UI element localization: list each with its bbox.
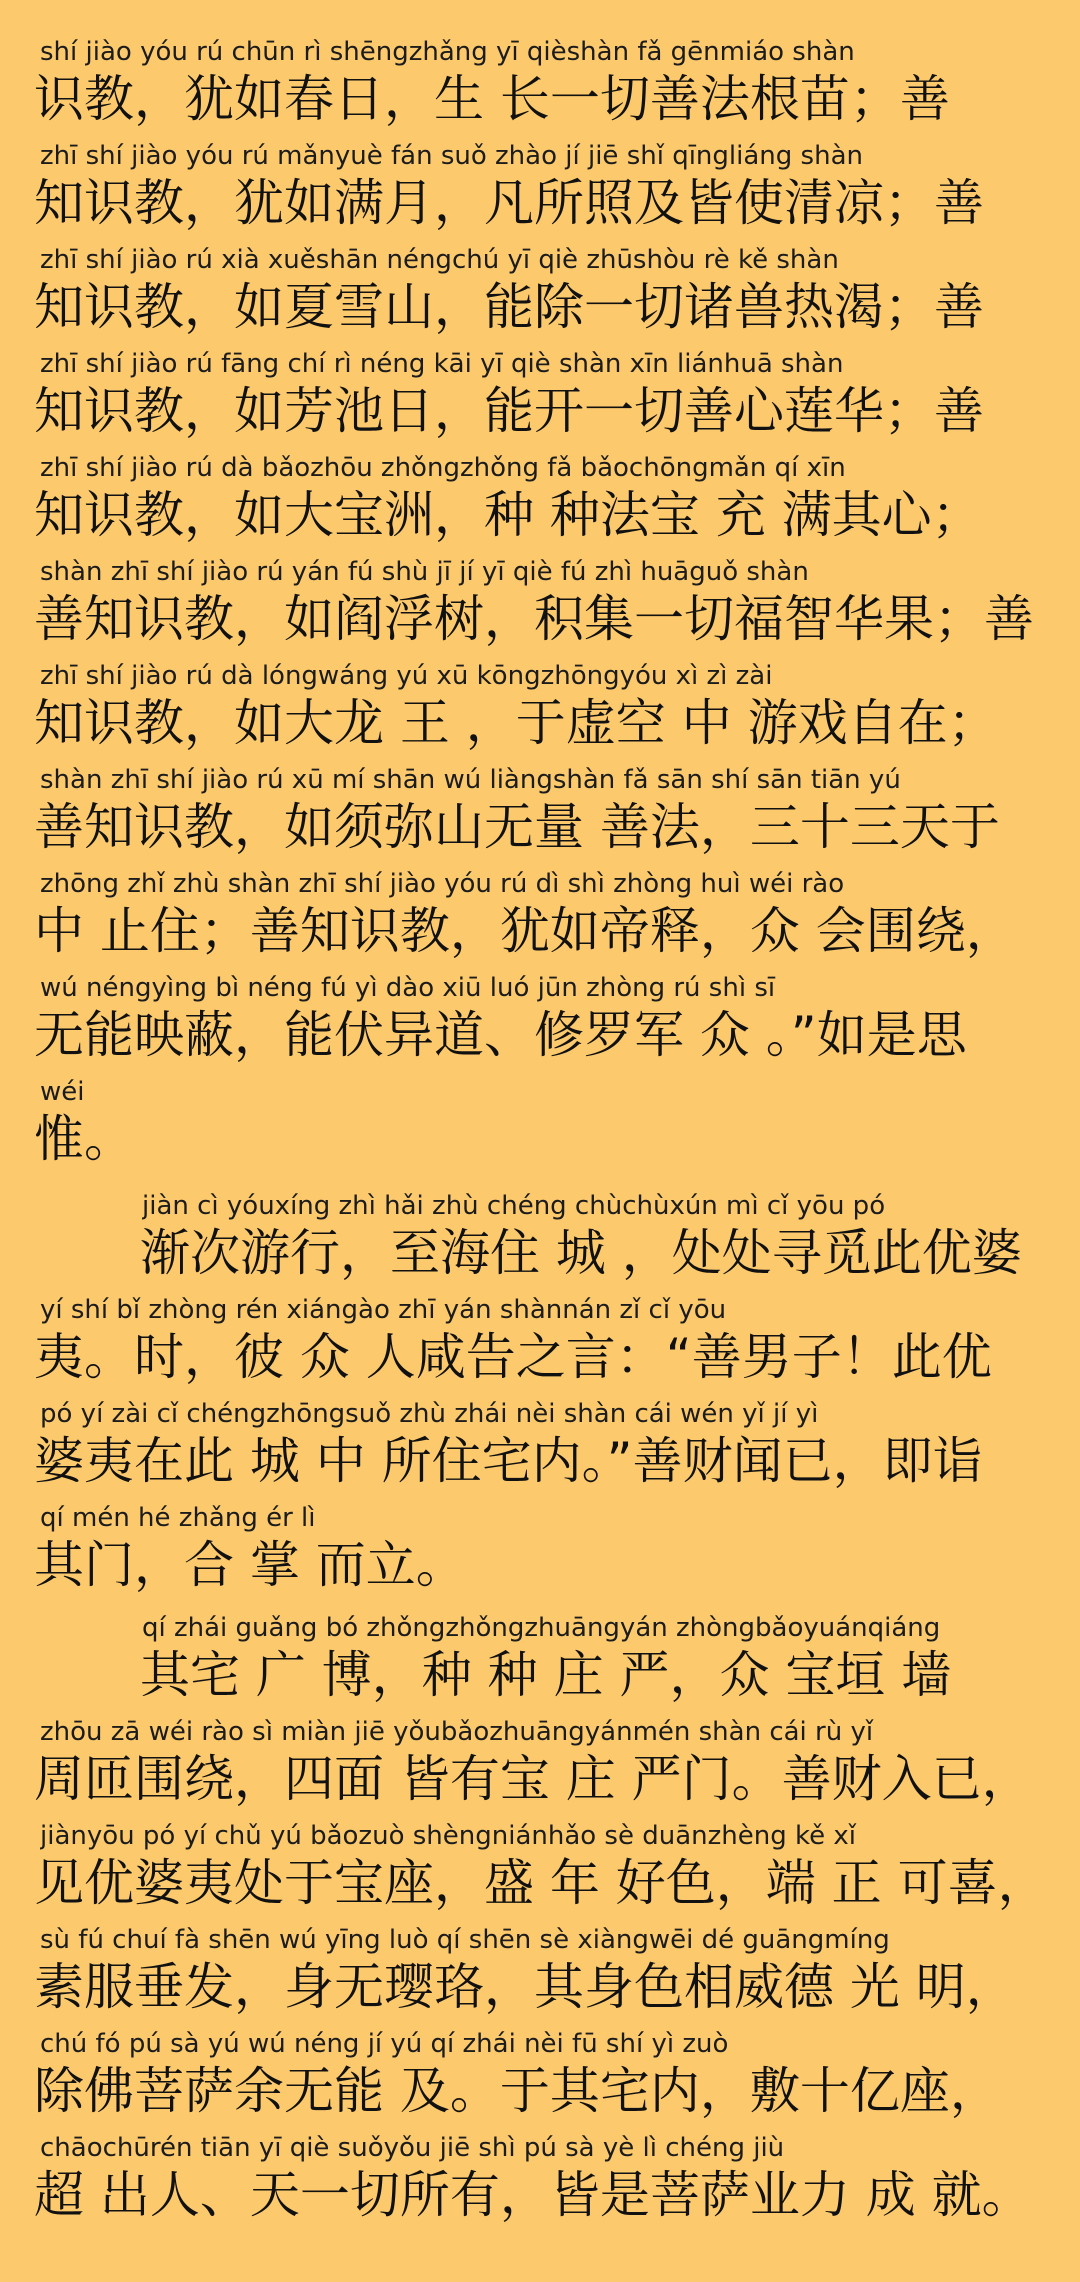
chinese-line: 周匝围绕，四面 皆有宝 庄 严门。善财入已，: [34, 1750, 1032, 1808]
text-line: [0, 450, 1080, 554]
chinese-line: 婆夷在此 城 中 所住宅内。”善财闻已，即诣: [34, 1432, 983, 1490]
chinese-line: 识教，犹如春日，生 长一切善法根苗；善: [34, 70, 950, 128]
chinese-line: 知识教，如夏雪山，能除一切诸兽热渴；善: [34, 278, 984, 336]
text-line: [0, 242, 1080, 346]
chinese-line: 知识教，如芳池日，能开一切善心莲华；善: [34, 382, 984, 440]
pinyin-line: zhī shí jiào rú dà bǎozhōu zhǒngzhǒng fǎ bǎochōngmǎn qí xīn: [40, 453, 846, 483]
pinyin-line: wéi: [40, 1077, 85, 1107]
pinyin-line: zhī shí jiào yóu rú mǎnyuè fán suǒ zhào jí jiē shǐ qīngliáng shàn: [40, 141, 863, 171]
chinese-line: 其门，合 掌 而立。: [34, 1536, 466, 1594]
text-line: [0, 2130, 1080, 2234]
text-line: [0, 554, 1080, 658]
pinyin-line: chāochūrén tiān yī qiè suǒyǒu jiē shì pú sà yè lì chéng jiù: [40, 2133, 785, 2163]
chinese-line: 知识教，如大宝洲，种 种法宝 充 满其心；: [34, 486, 982, 544]
text-line: [0, 866, 1080, 970]
text-line: [0, 346, 1080, 450]
chinese-line: 超 出人、天一切所有，皆是菩萨业力 成 就。: [34, 2166, 1032, 2224]
chinese-line: 其宅 广 博，种 种 庄 严，众 宝垣 墙: [140, 1646, 952, 1704]
pinyin-line: qí zhái guǎng bó zhǒngzhǒngzhuāngyán zhòngbǎoyuánqiáng: [142, 1613, 941, 1643]
pinyin-line: pó yí zài cǐ chéngzhōngsuǒ zhù zhái nèi shàn cái wén yǐ jí yì: [40, 1399, 819, 1429]
pinyin-line: yí shí bǐ zhòng rén xiángào zhī yán shànnán zǐ cǐ yōu: [40, 1295, 727, 1325]
pinyin-line: zhōu zā wéi rào sì miàn jiē yǒubǎozhuāngyánmén shàn cái rù yǐ: [40, 1717, 874, 1747]
chinese-line: 见优婆夷处于宝座，盛 年 好色，端 正 可喜，: [34, 1854, 1048, 1912]
chinese-line: 夷。时，彼 众 人咸告之言：“善男子！此优: [34, 1328, 992, 1386]
chinese-line: 善知识教，如须弥山无量 善法，三十三天于: [34, 798, 1000, 856]
pinyin-line: shàn zhī shí jiào rú yán fú shù jī jí yī qiè fú zhì huāguǒ shàn: [40, 557, 809, 587]
text-line: [0, 1500, 1080, 1604]
pinyin-line: sù fú chuí fà shēn wú yīng luò qí shēn sè xiàngwēi dé guāngmíng: [40, 1925, 890, 1955]
chinese-line: 除佛菩萨余无能 及。于其宅内，敷十亿座，: [34, 2062, 1000, 2120]
chinese-line: 素服垂发，身无璎珞，其身色相威德 光 明，: [34, 1958, 1016, 2016]
pinyin-line: chú fó pú sà yú wú néng jí yú qí zhái nèi fū shí yì zuò: [40, 2029, 729, 2059]
pinyin-line: zhī shí jiào rú fāng chí rì néng kāi yī qiè shàn xīn liánhuā shàn: [40, 349, 844, 379]
chinese-line: 中 止住；善知识教，犹如帝释，众 会围绕，: [34, 902, 1016, 960]
text-line: [0, 762, 1080, 866]
text-line: [0, 1922, 1080, 2026]
text-line: [0, 1714, 1080, 1818]
pinyin-line: zhōng zhǐ zhù shàn zhī shí jiào yóu rú dì shì zhòng huì wéi rào: [40, 869, 845, 899]
text-line-indented: [0, 1188, 1080, 1292]
text-line: [0, 1292, 1080, 1396]
chinese-line: 惟。: [34, 1110, 134, 1168]
pinyin-line: shàn zhī shí jiào rú xū mí shān wú liàngshàn fǎ sān shí sān tiān yú: [40, 765, 901, 795]
text-line: [0, 658, 1080, 762]
text-line: [0, 138, 1080, 242]
text-line: [0, 1396, 1080, 1500]
pinyin-line: zhī shí jiào rú xià xuěshān néngchú yī qiè zhūshòu rè kě shàn: [40, 245, 839, 275]
text-line: [0, 970, 1080, 1074]
chinese-line: 知识教，犹如满月，凡所照及皆使清凉；善: [34, 174, 984, 232]
pinyin-line: shí jiào yóu rú chūn rì shēngzhǎng yī qièshàn fǎ gēnmiáo shàn: [40, 37, 855, 67]
text-line: [0, 1818, 1080, 1922]
text-line: [0, 2026, 1080, 2130]
text-line: [0, 34, 1080, 138]
text-line-indented: [0, 1610, 1080, 1714]
chinese-line: 渐次游行，至海住 城 ，处处寻觅此优婆: [140, 1224, 1022, 1282]
text-line: [0, 1074, 1080, 1178]
pinyin-line: zhī shí jiào rú dà lóngwáng yú xū kōngzhōngyóu xì zì zài: [40, 661, 773, 691]
chinese-line: 知识教，如大龙 王 ，于虚空 中 游戏自在；: [34, 694, 998, 752]
pinyin-line: jiànyōu pó yí chǔ yú bǎozuò shèngniánhǎo sè duānzhèng kě xǐ: [40, 1821, 857, 1851]
pinyin-line: wú néngyìng bì néng fú yì dào xiū luó jūn zhòng rú shì sī: [40, 973, 776, 1003]
chinese-line: 善知识教，如阎浮树，积集一切福智华果；善: [34, 590, 1034, 648]
chinese-line: 无能映蔽，能伏异道、修罗军 众 。”如是思: [34, 1006, 967, 1064]
pinyin-line: jiàn cì yóuxíng zhì hǎi zhù chéng chùchùxún mì cǐ yōu pó: [142, 1191, 886, 1221]
pinyin-line: qí mén hé zhǎng ér lì: [40, 1503, 316, 1533]
